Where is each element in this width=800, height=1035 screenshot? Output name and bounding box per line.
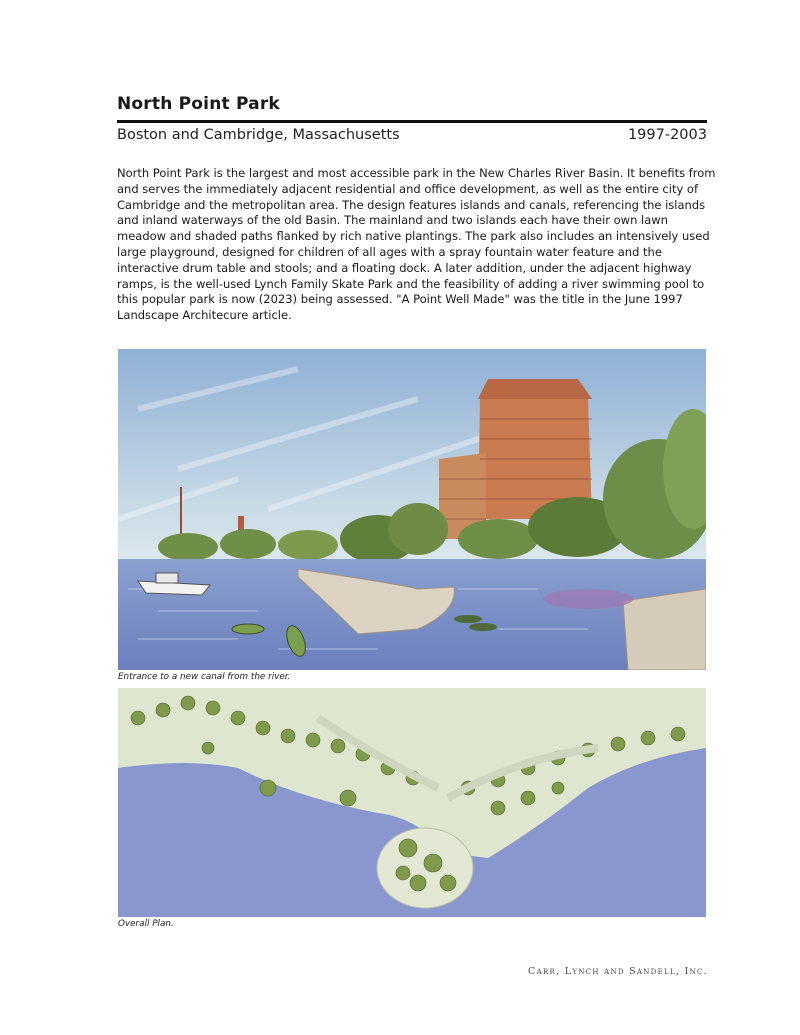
page-title: North Point Park [117,94,280,114]
overall-plan-drawing [118,688,706,917]
firm-credit: Carr, Lynch and Sandell, Inc. [528,966,708,977]
canal-entrance-rendering [118,349,706,670]
location-subtitle: Boston and Cambridge, Massachusetts [117,127,400,143]
title-rule [117,120,707,123]
description-paragraph: North Point Park is the largest and most accessible park in the New Charles River Basin. It benefits from and serves the immediately adjacent residential and office development, as well as the entire city of Cambridge and the metropolitan area. The design features islands and canals, referencing the islands and inland waterways of the old Basin. The mainland and two islands each have their own lawn meadow and shaded paths flanked by rich native plantings. The park also includes an intensively used large playground, designed for children of all ages with a spray fountain water feature and the interactive drum table and stools; and a floating dock. A later addition, under the adjacent highway ramps, is the well-used Lynch Family Skate Park and the feasibility of adding a river swimming pool to this popular park is now (2023) being assessed. "A Point Well Made" was the title in the June 1997 Landscape Architecure article. [117,166,716,323]
figure-caption-rendering: Entrance to a new canal from the river. [118,672,291,682]
figure-caption-plan: Overall Plan. [118,919,174,929]
project-description [117,166,717,324]
project-years: 1997-2003 [627,127,707,143]
kayak [232,624,264,634]
plan-island [377,828,473,908]
